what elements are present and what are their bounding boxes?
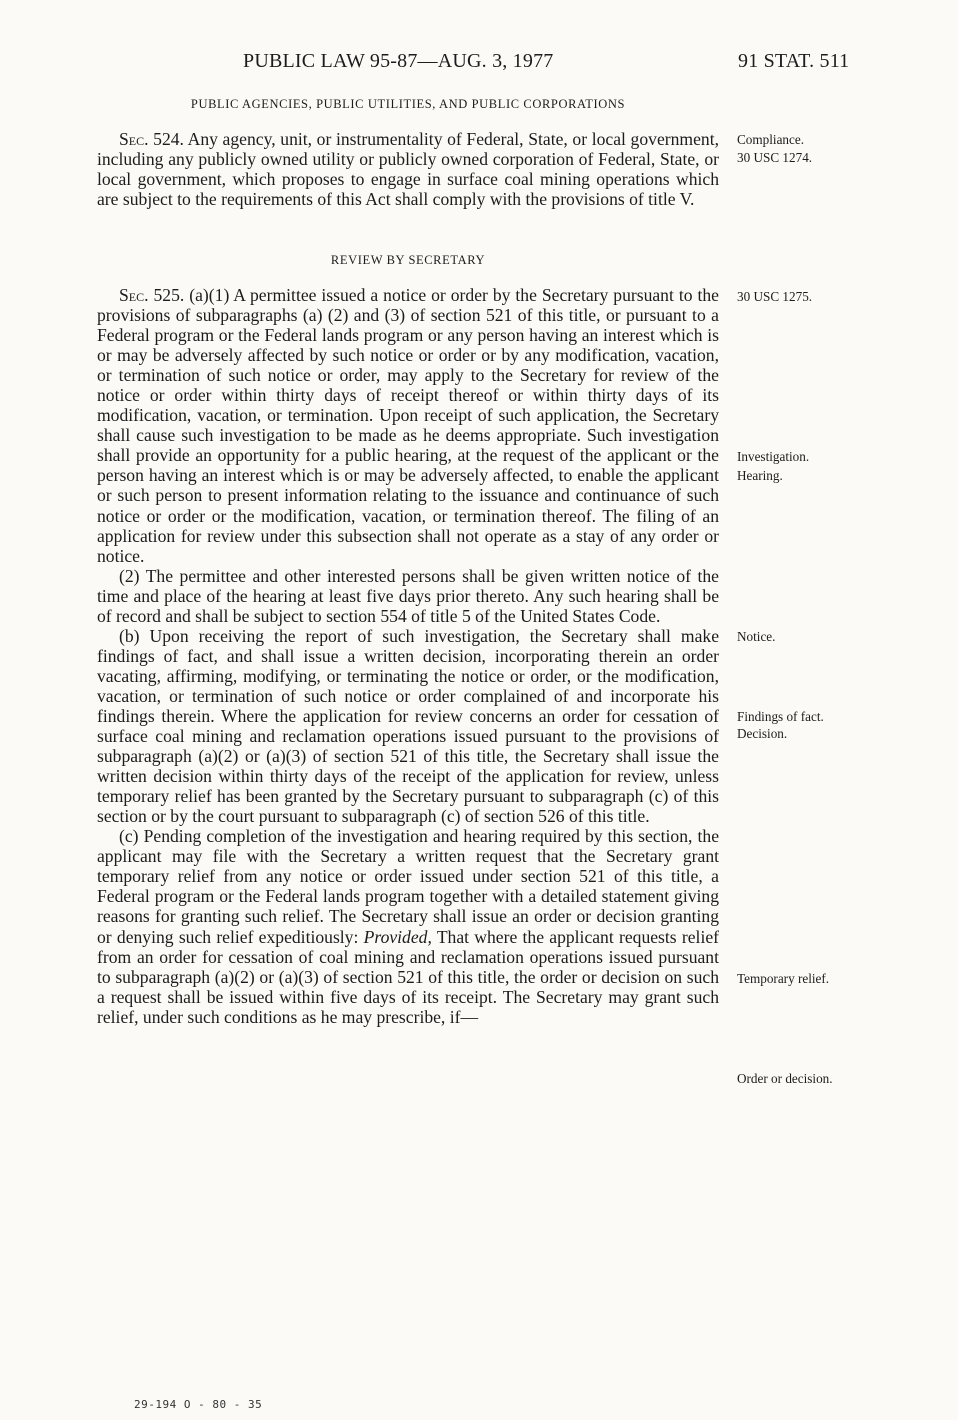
section-524-body: [97, 129, 719, 209]
section-525-a2-paragraph: (2) The permittee and other interested persons shall be given written notice of the time and place of the hearing at least five days prior thereto. Any such hearing shall be of record and shall be subject to section 554 of title 5 of the United States Code.: [97, 565, 719, 626]
section-525-a1-text: (a)(1) A permittee issued a notice or order by the Secretary pursuant to the provisions of subparagraphs (a) (2) and (3) of section 521 of this title, or pursuant to a Federal program or the Federal lands program or any person having an interest which is or may be adversely affected by such notice or order or by any modification, vacation, or termination of such notice or order, may apply to the Secretary for review of the notice or order within thirty days of receipt thereof or within thirty days of its modification, vacation, or termination. Upon receipt of such application, the Secretary shall cause such investigation to be made as he deems appropriate. Such investigation shall provide an opportunity for a public hearing, at the request of the applicant or the person having an interest which is or may be adversely affected, to enable the applicant or such person to present information relating to the issuance and continuance of such notice or order or the modification, vacation, or termination thereof. The filing of an application for review under this subsection shall not operate as a stay of any order or notice.: [97, 285, 719, 566]
margin-note-hearing: Hearing.: [737, 468, 783, 483]
running-header-page: 91 STAT. 511: [738, 50, 850, 72]
margin-note-decision: Decision.: [737, 726, 788, 741]
section-525-body: [97, 285, 719, 1027]
section-524-paragraph: [97, 129, 719, 209]
margin-note-findings: Findings of fact.: [737, 709, 824, 724]
section-524-heading: PUBLIC AGENCIES, PUBLIC UTILITIES, AND PUBLIC CORPORATIONS: [190, 97, 626, 111]
print-code-footer: 29-194 O - 80 - 35: [134, 1398, 263, 1411]
section-525-a1-paragraph: [97, 285, 719, 566]
section-525-b-paragraph: (b) Upon receiving the report of such investigation, the Secretary shall make findings of fact, and shall issue a written decision, incorporating therein an order vacating, affirming, modifying, or terminating the notice or order, or the modification, vacation, or termination of such notice or order complained of and incorporate his findings therein. Where the application for review concerns an order for cessation of surface coal mining and reclamation operations issued pursuant to the provisions of subparagraph (a)(2) or (a)(3) of section 521 of this title, the Secretary shall issue the written decision within thirty days of the receipt of the application for review, unless temporary relief has been granted by the Secretary pursuant to subparagraph (c) of this section or by the court pursuant to subparagraph (c) of section 526 of this title.: [97, 625, 719, 827]
section-524-text: Any agency, unit, or instrumentality of Federal, State, or local government, including any publicly owned utility or publicly owned corporation of Federal, State, or local government, which proposes to engage in surface coal mining operations which are subject to the requirements of this Act shall comply with the provisions of title V.: [97, 129, 719, 210]
margin-note-temporary-relief: Temporary relief.: [737, 971, 830, 986]
provided-italic: Provided,: [363, 926, 432, 947]
margin-note-usc-1274: 30 USC 1274.: [737, 150, 813, 165]
section-525-heading: REVIEW BY SECRETARY: [330, 253, 486, 267]
running-header-title: PUBLIC LAW 95-87—AUG. 3, 1977: [243, 50, 554, 72]
margin-note-compliance: Compliance.: [737, 132, 805, 147]
section-525-c-text-2: That where the applicant requests relief from an order for cessation of coal mining and reclamation operations issued pursuant to subparagraph (a)(2) or (a)(3) of section 521 of this title, the order or decision on such a request shall be issued within five days of its receipt. The Secretary may grant such relief, under such conditions as he may prescribe, if—: [97, 926, 719, 1027]
margin-note-investigation: Investigation.: [737, 449, 810, 464]
section-525-c-paragraph: [97, 826, 719, 1026]
margin-note-usc-1275: 30 USC 1275.: [737, 289, 813, 304]
margin-note-order-decision: Order or decision.: [737, 1071, 833, 1086]
section-525-label: Sec. 525.: [119, 285, 185, 305]
section-525-c-text-1: (c) Pending completion of the investigation and hearing required by this section, the applicant may file with the Secretary a written request that the Secretary grant temporary relief from any notice or order issued under section 521 of this title, a Federal program or the Federal lands program together with a detailed statement giving reasons for granting such relief. The Secretary shall issue an order or decision granting or denying such relief expeditiously:: [97, 826, 719, 947]
margin-note-notice: Notice.: [737, 629, 776, 644]
section-524-label: Sec. 524.: [119, 129, 184, 149]
